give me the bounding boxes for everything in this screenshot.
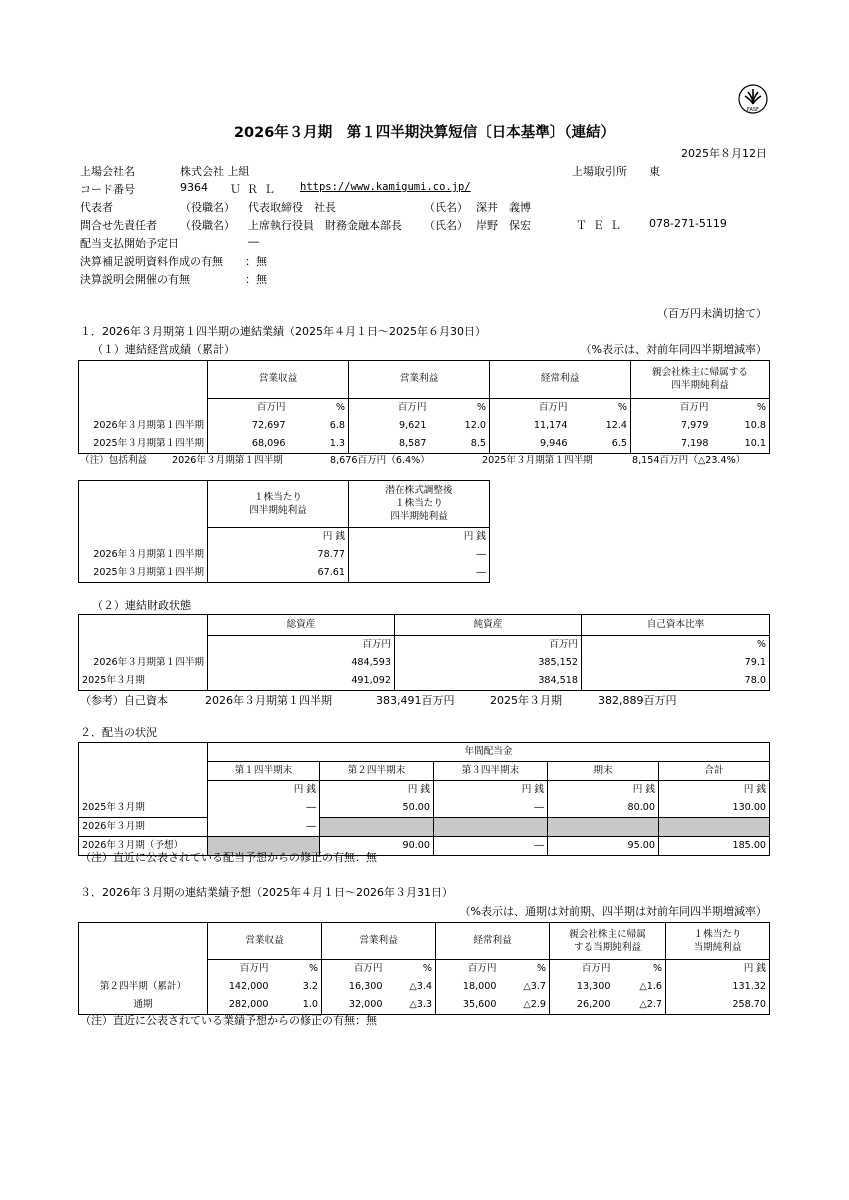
forecast-table (78, 922, 770, 1015)
representative-label: 代表者 (80, 201, 113, 214)
row-label: 2026年３月期（予想） (79, 837, 208, 856)
header-net-income-line2: する当期純利益 (573, 941, 642, 953)
unit-cell: % (582, 635, 770, 654)
header-blank (79, 762, 208, 781)
row-label: 2025年３月期第１四半期 (79, 435, 208, 454)
cell: 6.5 (571, 435, 631, 454)
unit-cell: 百万円 (322, 959, 386, 978)
unit-blank (79, 959, 208, 978)
reference-equity-label: （参考）自己資本 (80, 694, 168, 707)
unit-cell: % (386, 959, 436, 978)
cell: 79.1 (582, 654, 770, 672)
comprehensive-income-label: （注）包括利益 (80, 455, 148, 466)
cell: 1.0 (272, 996, 322, 1015)
cell: 95.00 (548, 837, 659, 856)
cell: 72,697 (208, 417, 289, 435)
unit-cell: 百万円 (490, 398, 571, 417)
header-year-end: 期末 (548, 762, 659, 781)
fasf-logo-text: FASF (747, 107, 759, 113)
header-diluted-eps-line1: 潜在株式調整後 (385, 485, 453, 497)
unit-cell: % (614, 959, 666, 978)
comprehensive-income-value1: 8,676百万円（6.4%） (330, 455, 430, 466)
rep-name: 深井 義博 (476, 201, 531, 214)
unit-cell: 円 銭 (349, 527, 490, 546)
dividend-date-label: 配当支払開始予定日 (80, 237, 179, 250)
section3-note-top: （%表示は、通期は対前期、四半期は対前年同四半期増減率） (459, 905, 767, 918)
section3-title: ３．2026年３月期の連結業績予想（2025年４月１日～2026年３月31日） (80, 886, 453, 899)
unit-cell: % (430, 398, 490, 417)
reference-value1: 383,491百万円 (376, 694, 455, 707)
cell: 9,621 (349, 417, 430, 435)
section2-title: ２．配当の状況 (80, 726, 157, 739)
cell: 1.3 (289, 435, 349, 454)
reference-period2: 2025年３月期 (490, 694, 562, 707)
header-diluted-eps-line3: 四半期純利益 (390, 511, 448, 523)
header-net-income-line1: 親会社株主に帰属 (569, 928, 646, 940)
cell: 35,600 (436, 996, 500, 1015)
cell: 142,000 (208, 978, 272, 996)
header-net-income (550, 923, 666, 960)
header-operating-revenue: 営業収益 (208, 361, 349, 399)
cell: 384,518 (395, 672, 582, 691)
unit-cell: 百万円 (395, 635, 582, 654)
table-row (79, 435, 770, 454)
cell: 68,096 (208, 435, 289, 454)
cell: 13,300 (550, 978, 614, 996)
unit-cell: 円 銭 (666, 959, 770, 978)
row-label: 2026年３月期第１四半期 (79, 417, 208, 435)
unit-blank (79, 635, 208, 654)
exchange-value: 東 (649, 165, 660, 178)
contact-name-label: （氏名） (424, 219, 468, 232)
cell: △3.4 (386, 978, 436, 996)
cell: 16,300 (322, 978, 386, 996)
fasf-logo (738, 84, 768, 114)
header-operating-profit: 営業利益 (349, 361, 490, 399)
cell: 385,152 (395, 654, 582, 672)
table-row (79, 672, 770, 691)
cell: 8.5 (430, 435, 490, 454)
unit-cell: 百万円 (208, 398, 289, 417)
comprehensive-income-value2: 8,154百万円（△23.4%） (632, 455, 746, 466)
report-date: 2025年８月12日 (681, 147, 767, 160)
unit-cell: 百万円 (208, 635, 395, 654)
cell: 8,587 (349, 435, 430, 454)
header-blank (79, 615, 208, 636)
header-blank (79, 361, 208, 399)
header-net-income-line2: 四半期純利益 (671, 380, 729, 392)
company-name-label: 上場会社名 (80, 165, 135, 178)
row-label: 2026年３月期 (79, 818, 208, 837)
shaded-cell (434, 818, 548, 837)
cell: ― (349, 564, 490, 583)
table-row (79, 818, 770, 837)
row-label: 2026年３月期第１四半期 (79, 654, 208, 672)
header-net-income (631, 361, 770, 399)
code-label: コード番号 (80, 183, 135, 196)
exchange-label: 上場取引所 (572, 165, 627, 178)
cell: 26,200 (550, 996, 614, 1015)
header-equity-ratio: 自己資本比率 (582, 615, 770, 636)
cell: 7,198 (631, 435, 712, 454)
cell: ― (434, 837, 548, 856)
unit-cell: 円 銭 (208, 781, 320, 800)
table-row (79, 978, 770, 996)
header-total-assets: 総資産 (208, 615, 395, 636)
dividend-date-value: ― (248, 235, 259, 248)
reference-period1: 2026年３月期第１四半期 (205, 694, 332, 707)
comprehensive-income-period2: 2025年３月期第１四半期 (482, 455, 593, 466)
header-eps-line1: １株当たり (693, 928, 742, 940)
cell: ― (208, 818, 320, 837)
unit-cell: 円 銭 (548, 781, 659, 800)
cell: △2.9 (500, 996, 550, 1015)
cell: 7,979 (631, 417, 712, 435)
header-eps (208, 481, 349, 528)
section1-title: １．2026年３月期第１四半期の連結業績（2025年４月１日～2025年６月30日） (80, 325, 486, 338)
tel-label: ＴＥＬ (576, 219, 627, 232)
cell: 12.0 (430, 417, 490, 435)
unit-cell: 百万円 (208, 959, 272, 978)
header-q2: 第２四半期末 (320, 762, 434, 781)
briefing-label: 決算説明会開催の有無 (80, 273, 190, 286)
section1-sub2-title: （２）連結財政状態 (92, 599, 191, 612)
unit-cell: % (712, 398, 770, 417)
eps-table (78, 480, 490, 583)
header-total: 合計 (659, 762, 770, 781)
cell: 78.0 (582, 672, 770, 691)
row-label: 2026年３月期第１四半期 (79, 546, 208, 564)
cell: 67.61 (208, 564, 349, 583)
shaded-cell (320, 818, 434, 837)
row-label: 第２四半期（累計） (79, 978, 208, 996)
header-ordinary-profit: 経常利益 (436, 923, 550, 960)
company-name: 株式会社 上組 (180, 165, 250, 178)
row-label: 通期 (79, 996, 208, 1015)
header-ordinary-profit: 経常利益 (490, 361, 631, 399)
unit-cell: 円 銭 (208, 527, 349, 546)
contact-label: 問合せ先責任者 (80, 219, 157, 232)
cell: 491,092 (208, 672, 395, 691)
header-net-income-line1: 親会社株主に帰属する (652, 367, 748, 379)
unit-cell: % (500, 959, 550, 978)
supplementary-label: 決算補足説明資料作成の有無 (80, 255, 223, 268)
rounding-note: （百万円未満切捨て） (657, 307, 767, 320)
header-q1: 第１四半期末 (208, 762, 320, 781)
cell: ― (208, 799, 320, 818)
cell: 3.2 (272, 978, 322, 996)
contact-name: 岸野 保宏 (476, 219, 531, 232)
header-eps (666, 923, 770, 960)
contact-title-label: （役職名） (180, 219, 235, 232)
shaded-cell (659, 818, 770, 837)
cell: ― (349, 546, 490, 564)
unit-cell: 円 銭 (320, 781, 434, 800)
row-label: 2025年３月期 (79, 799, 208, 818)
url-label: ＵＲＬ (230, 183, 281, 196)
table-row (79, 799, 770, 818)
table-row (79, 546, 490, 564)
header-operating-revenue: 営業収益 (208, 923, 322, 960)
header-diluted-eps (349, 481, 490, 528)
contact-title: 上席執行役員 財務金融本部長 (248, 219, 402, 232)
cell: 80.00 (548, 799, 659, 818)
briefing-value: ：無 (245, 273, 267, 286)
section1-sub1-note: （%表示は、対前年同四半期増減率） (580, 343, 767, 356)
header-eps-line2: 四半期純利益 (249, 504, 307, 516)
page-title: 2026年３月期 第１四半期決算短信〔日本基準〕（連結） (233, 125, 616, 141)
cell: 10.8 (712, 417, 770, 435)
cell: 131.32 (666, 978, 770, 996)
header-blank (79, 481, 208, 528)
reference-value2: 382,889百万円 (598, 694, 677, 707)
cell: 258.70 (666, 996, 770, 1015)
tel-value: 078-271-5119 (649, 217, 727, 230)
unit-cell: 百万円 (550, 959, 614, 978)
cell: 12.4 (571, 417, 631, 435)
unit-blank (79, 398, 208, 417)
forecast-note: （注）直近に公表されている業績予想からの修正の有無：無 (80, 1014, 377, 1027)
supplementary-value: ：無 (245, 255, 267, 268)
comprehensive-income-period1: 2026年３月期第１四半期 (172, 455, 283, 466)
cell: 185.00 (659, 837, 770, 856)
header-net-assets: 純資産 (395, 615, 582, 636)
unit-cell: 百万円 (349, 398, 430, 417)
cell: 484,593 (208, 654, 395, 672)
section1-sub1-title: （１）連結経営成績（累計） (92, 343, 235, 356)
unit-cell: 円 銭 (434, 781, 548, 800)
cell: 9,946 (490, 435, 571, 454)
dividend-table (78, 742, 770, 856)
header-blank (79, 743, 208, 762)
unit-cell: 百万円 (436, 959, 500, 978)
header-q3: 第３四半期末 (434, 762, 548, 781)
unit-cell: 百万円 (631, 398, 712, 417)
cell: 11,174 (490, 417, 571, 435)
cell: 50.00 (320, 799, 434, 818)
header-diluted-eps-line2: １株当たり (395, 498, 443, 510)
cell: △3.3 (386, 996, 436, 1015)
cell: 10.1 (712, 435, 770, 454)
header-annual-dividend: 年間配当金 (208, 743, 770, 762)
unit-cell: % (289, 398, 349, 417)
rep-title-label: （役職名） (180, 201, 235, 214)
rep-name-label: （氏名） (424, 201, 468, 214)
unit-cell: % (272, 959, 322, 978)
unit-cell: % (571, 398, 631, 417)
header-eps-line2: 当期純利益 (693, 941, 742, 953)
cell: 130.00 (659, 799, 770, 818)
unit-cell: 円 銭 (659, 781, 770, 800)
header-operating-profit: 営業利益 (322, 923, 436, 960)
table-row (79, 417, 770, 435)
cell: ― (434, 799, 548, 818)
table-row (79, 654, 770, 672)
dividend-note: （注）直近に公表されている配当予想からの修正の有無：無 (80, 851, 377, 864)
cell: 6.8 (289, 417, 349, 435)
financial-position-table (78, 614, 770, 691)
cell: 282,000 (208, 996, 272, 1015)
code-value: 9364 (180, 181, 208, 194)
cell: △2.7 (614, 996, 666, 1015)
company-url-link[interactable]: https://www.kamigumi.co.jp/ (300, 181, 471, 193)
operating-results-table (78, 360, 770, 454)
table-row (79, 564, 490, 583)
cell: △3.7 (500, 978, 550, 996)
row-label: 2025年３月期第１四半期 (79, 564, 208, 583)
cell: 18,000 (436, 978, 500, 996)
header-blank (79, 923, 208, 960)
unit-blank (79, 527, 208, 546)
cell: △1.6 (614, 978, 666, 996)
rep-title: 代表取締役 社長 (248, 201, 336, 214)
cell: 90.00 (320, 837, 434, 856)
shaded-cell (548, 818, 659, 837)
unit-blank (79, 781, 208, 800)
cell: 78.77 (208, 546, 349, 564)
row-label: 2025年３月期 (79, 672, 208, 691)
cell: 32,000 (322, 996, 386, 1015)
header-eps-line1: １株当たり (254, 491, 302, 503)
